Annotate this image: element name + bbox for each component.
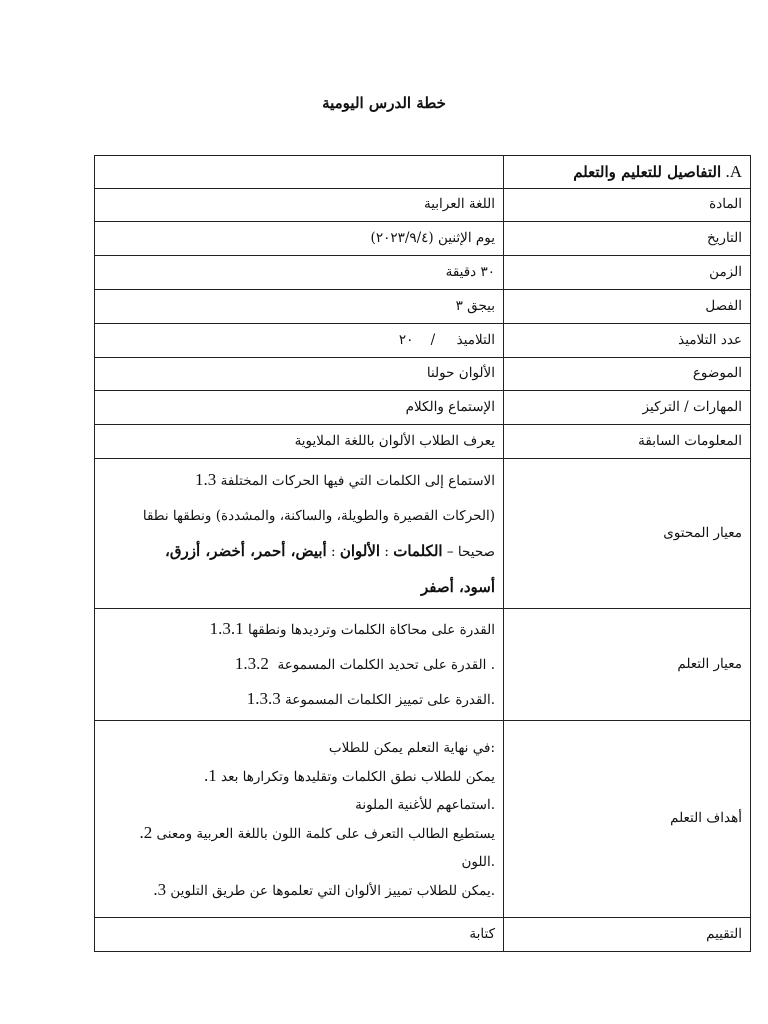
table-row-subject [95, 189, 751, 222]
objective-item-3 [101, 876, 495, 905]
objective-1-number: 1. [203, 765, 217, 785]
objective-2-number: 2. [139, 822, 153, 842]
prior-knowledge-label: المعلومات السابقة [504, 425, 751, 459]
learning-standard-text: .القدرة على تمييز الكلمات المسموعة [285, 692, 495, 708]
content-standard-line-1 [101, 462, 495, 499]
colon-1: : [380, 544, 394, 560]
learning-standard-value [95, 609, 504, 721]
colon-2: : [326, 544, 340, 560]
students-value [95, 324, 504, 358]
table-row-objectives [95, 721, 751, 918]
objective-item-1 [101, 762, 495, 791]
students-prefix: التلاميذ [456, 331, 495, 348]
table-row-skills [95, 391, 751, 425]
learning-standard-text: . القدرة على تحديد الكلمات المسموعة [277, 657, 495, 673]
date-label: التاريخ [504, 222, 751, 256]
objective-3-text: .يمكن للطلاب تمييز الألوان التي تعلموها عن طريق التلوين [170, 882, 495, 899]
content-standard-line-2: (الحركات القصيرة والطويلة، والساكنة، والمشددة) ونطقها نطقا [142, 508, 495, 524]
time-label: الزمن [504, 256, 751, 290]
section-a-title: التفاصيل للتعليم والتعلم [573, 162, 722, 181]
content-standard-label: معيار المحتوى [504, 459, 751, 609]
learning-standard-number: 1.3.2 [234, 654, 269, 673]
time-value: ٣٠ دقيقة [95, 256, 504, 290]
table-row-section-header [95, 156, 751, 189]
section-a-number: A. [725, 161, 742, 181]
objective-2-continuation: .اللون [461, 853, 495, 870]
objective-1-text: يمكن للطلاب نطق الكلمات وتقليدها وتكرارها بعد [221, 768, 495, 785]
table-row-learning-standard [95, 609, 751, 721]
learning-standard-number: 1.3.1 [209, 619, 244, 638]
objectives-value [95, 721, 504, 918]
content-standard-text-3: صحيحا – [446, 544, 495, 560]
table-row-prior-knowledge [95, 425, 751, 459]
content-standard-text-1: الاستماع إلى الكلمات التي فيها الحركات المختلفة [220, 473, 495, 489]
skills-label: المهارات / التركيز [504, 391, 751, 425]
students-number: ٢٠ [398, 331, 414, 348]
assessment-label: التقييم [504, 918, 751, 952]
learning-standard-item [101, 612, 495, 647]
table-row-date [95, 222, 751, 256]
skills-value: الإستماع والكلام [95, 391, 504, 425]
content-standard-line-3 [101, 534, 495, 570]
section-a-empty-cell [95, 156, 504, 189]
colors-label: الألوان [339, 542, 381, 560]
learning-standard-item [101, 647, 495, 682]
content-standard-value [95, 459, 504, 609]
table-row-students [95, 324, 751, 358]
learning-standard-text: القدرة على محاكاة الكلمات وترديدها ونطقها [247, 622, 495, 638]
objective-1-continuation: .استماعهم للأغنية الملونة [355, 796, 495, 813]
content-standard-number: 1.3 [195, 470, 217, 489]
lesson-plan-table [94, 155, 751, 952]
date-value: يوم الإثنين (٢٠٢٣/٩/٤) [95, 222, 504, 256]
assessment-value: كتابة [95, 918, 504, 952]
topic-label: الموضوع [504, 358, 751, 391]
table-row-topic [95, 358, 751, 391]
objectives-label: أهداف التعلم [504, 721, 751, 918]
words-label: الكلمات [393, 542, 443, 560]
subject-label: المادة [504, 189, 751, 222]
table-row-content-standard [95, 459, 751, 609]
learning-standard-label: معيار التعلم [504, 609, 751, 721]
topic-value: الألوان حولنا [95, 358, 504, 391]
class-label: الفصل [504, 290, 751, 324]
learning-standard-number: 1.3.3 [246, 689, 281, 708]
table-row-time [95, 256, 751, 290]
objective-3-number: 3. [153, 879, 167, 899]
class-value: بيجق ٣ [95, 290, 504, 324]
learning-standard-item [101, 682, 495, 717]
document-title: خطة الدرس اليومية [322, 94, 446, 112]
students-slash: / [430, 331, 436, 348]
content-standard-line-4: أسود، أصفر [421, 578, 495, 596]
colors-list: أبيض، أحمر، أخضر، أزرق، [165, 542, 327, 560]
subject-value: اللغة العرابية [95, 189, 504, 222]
objectives-intro: :في نهاية التعلم يمكن للطلاب [328, 739, 495, 756]
prior-knowledge-value: يعرف الطلاب الألوان باللغة الملايوية [95, 425, 504, 459]
objective-item-2 [101, 819, 495, 848]
students-label: عدد التلاميذ [504, 324, 751, 358]
table-row-class [95, 290, 751, 324]
objective-2-text: يستطيع الطالب التعرف على كلمة اللون باللغة العربية ومعنى [156, 825, 495, 842]
section-a-cell [504, 156, 751, 189]
table-row-assessment [95, 918, 751, 952]
